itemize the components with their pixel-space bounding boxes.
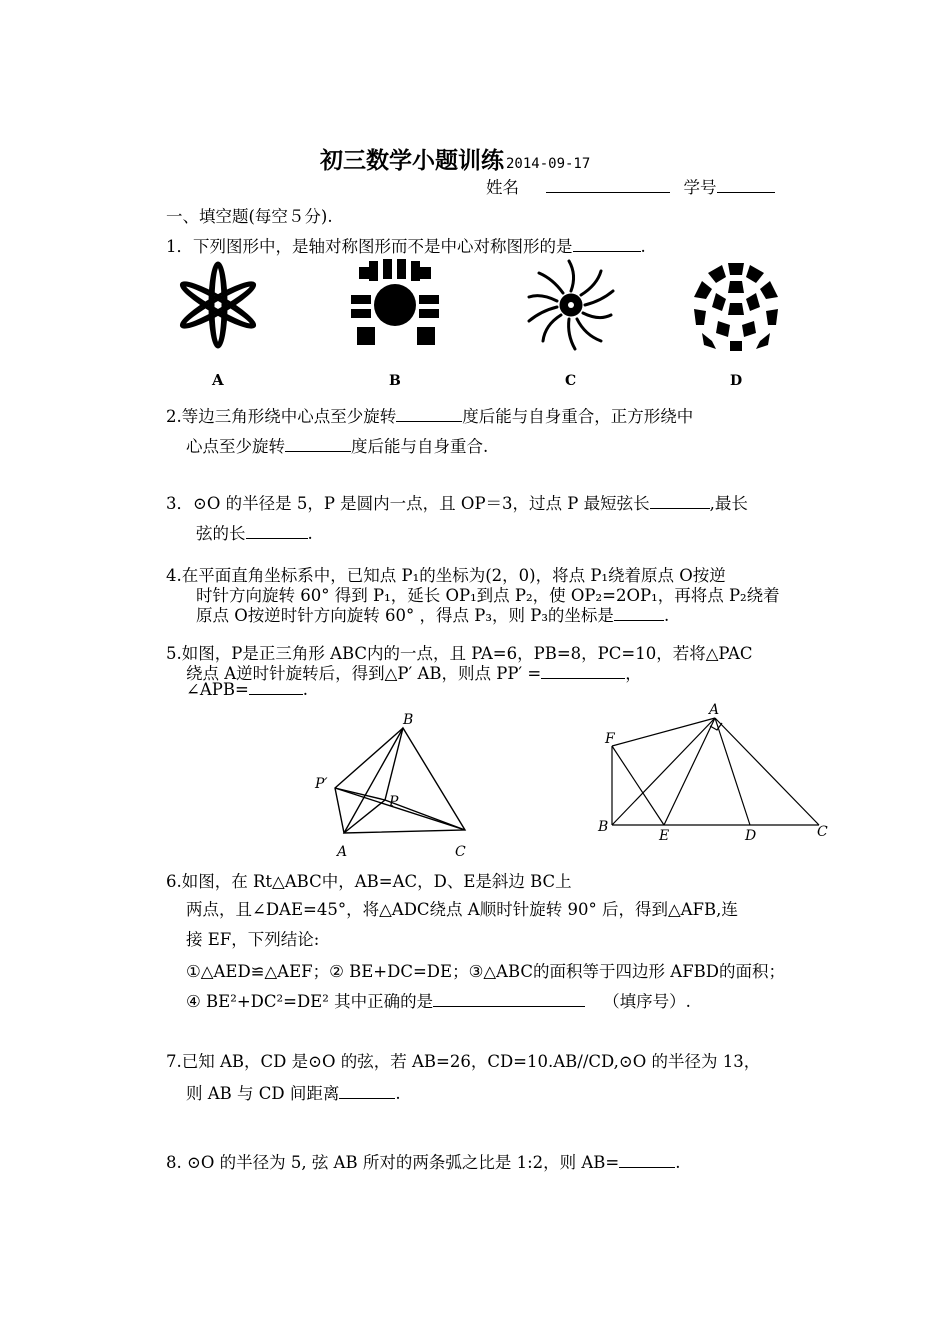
question-8	[166, 1149, 681, 1173]
q4-text: 原点 O按逆时针方向旋转 60° ，得点 P₃，则 P₃的坐标是	[196, 606, 614, 625]
q3-text-4: .	[307, 524, 313, 543]
q5-blank-1[interactable]	[541, 664, 625, 679]
question-3-line-1	[166, 490, 748, 514]
q6-tail: （填序号）.	[603, 992, 691, 1011]
title-text: 初三数学小题训练	[320, 147, 504, 174]
figure-triangle-p	[305, 708, 485, 863]
question-4-line-2: 时针方向旋转 60° 得到 P₁，延长 OP₁到点 P₂，使 OP₂=2OP₁，再将点 P₂绕着	[196, 586, 780, 605]
q8-blank[interactable]	[619, 1153, 675, 1168]
q3-text-3: 弦的长	[196, 524, 246, 543]
page-title	[320, 142, 590, 175]
q5-text-2: ，	[625, 664, 642, 683]
label-b: B	[403, 712, 414, 728]
q3-blank-1[interactable]	[650, 494, 710, 509]
q3-text-2: ,最长	[709, 494, 748, 513]
choice-d: D	[730, 373, 743, 389]
label-p: P	[389, 794, 399, 810]
label-a: A	[337, 844, 348, 860]
q7-blank[interactable]	[339, 1084, 395, 1099]
title-date: 2014-09-17	[506, 156, 591, 172]
q5-blank-2[interactable]	[249, 680, 303, 695]
choice-a: A	[212, 371, 224, 389]
question-7-line-2	[186, 1080, 401, 1104]
question-6-line-2: 两点，且∠DAE=45°，将△ADC绕点 A顺时针旋转 90° 后，得到△AFB,连	[186, 900, 738, 919]
label-c2: C	[817, 824, 828, 840]
figure-b-sun	[351, 259, 439, 345]
q8-text: 8. ⊙O 的半径为 5, 弦 AB 所对的两条弧之比是 1:2，则 AB=	[166, 1153, 620, 1172]
q5-text-3: ∠APB=	[186, 680, 249, 699]
question-4-line-3	[196, 602, 669, 626]
label-e: E	[659, 828, 670, 844]
q5-text-4: .	[302, 680, 309, 699]
section-heading: 一、填空题(每空５分).	[166, 207, 333, 226]
question-6-line-3: 接 EF，下列结论:	[186, 930, 320, 949]
id-blank[interactable]	[717, 178, 775, 193]
question-6-line-5	[186, 988, 691, 1012]
q5-text-1: 绕点 A逆时针旋转后，得到△P′ AB，则点 PP′ =	[186, 664, 542, 683]
q6-blank[interactable]	[433, 992, 585, 1007]
figure-a-star	[178, 263, 259, 347]
question-2-line-1	[166, 403, 693, 427]
q2-text-2: 度后能与自身重合，正方形绕中	[462, 407, 694, 426]
q4-blank[interactable]	[614, 606, 664, 621]
question-5-line-1: 5.如图，P是正三角形 ABC内的一点，且 PA=6，PB=8，PC=10，若将△PAC	[166, 644, 753, 663]
q3-blank-2[interactable]	[246, 524, 308, 539]
q2-text-3: 心点至少旋转	[186, 437, 285, 456]
question-2-line-2	[186, 433, 488, 457]
q2-text-4: 度后能与自身重合.	[351, 437, 489, 456]
q2-blank-2[interactable]	[285, 437, 351, 452]
q2-blank-1[interactable]	[396, 407, 462, 422]
name-label: 姓名	[486, 178, 519, 197]
label-a2: A	[709, 702, 720, 718]
question-5-line-3	[186, 680, 308, 699]
choice-b: B	[389, 373, 401, 389]
q4-tail: .	[663, 606, 670, 625]
question-6-line-4: ①△AED≌△AEF；② BE+DC=DE；③△ABC的面积等于四边形 AFBD的面积；	[186, 962, 785, 981]
label-d: D	[745, 828, 757, 844]
question-4-line-1: 4.在平面直角坐标系中，已知点 P₁的坐标为(2，0)，将点 P₁绕着原点 O按逆	[166, 566, 726, 585]
q1-text: 1．下列图形中，是轴对称图形而不是中心对称图形的是	[166, 237, 573, 256]
q1-tail: .	[640, 237, 646, 256]
q1-figures	[160, 258, 800, 393]
figure-d-checker	[694, 263, 778, 351]
label-f: F	[605, 731, 615, 747]
question-6-line-1: 6.如图，在 Rt△ABC中，AB=AC，D、E是斜边 BC上	[166, 872, 572, 891]
q6-text: ④ BE²+DC²=DE² 其中正确的是	[186, 992, 434, 1011]
question-3-line-2	[196, 520, 313, 544]
figure-c-swirl	[529, 261, 613, 349]
question-1	[166, 233, 646, 257]
q8-tail: .	[675, 1153, 681, 1172]
q7-tail: .	[395, 1084, 401, 1103]
figure-right-triangle	[595, 700, 835, 845]
label-c: C	[455, 844, 466, 860]
label-p-prime: P′	[315, 776, 328, 792]
q3-text-1: 3．⊙O 的半径是 5，P 是圆内一点，且 OP＝3，过点 P 最短弦长	[166, 494, 650, 513]
question-7-line-1: 7.已知 AB，CD 是⊙O 的弦，若 AB=26，CD=10.AB//CD,⊙O 的半径为 13，	[166, 1052, 761, 1071]
q1-blank[interactable]	[573, 237, 641, 252]
label-b2: B	[598, 819, 609, 835]
q2-text-1: 2.等边三角形绕中心点至少旋转	[166, 407, 397, 426]
name-blank[interactable]	[546, 178, 670, 193]
name-field[interactable]	[486, 174, 775, 198]
choice-c: C	[565, 373, 577, 389]
id-label: 学号	[683, 178, 717, 197]
q7-text: 则 AB 与 CD 间距离	[186, 1084, 340, 1103]
